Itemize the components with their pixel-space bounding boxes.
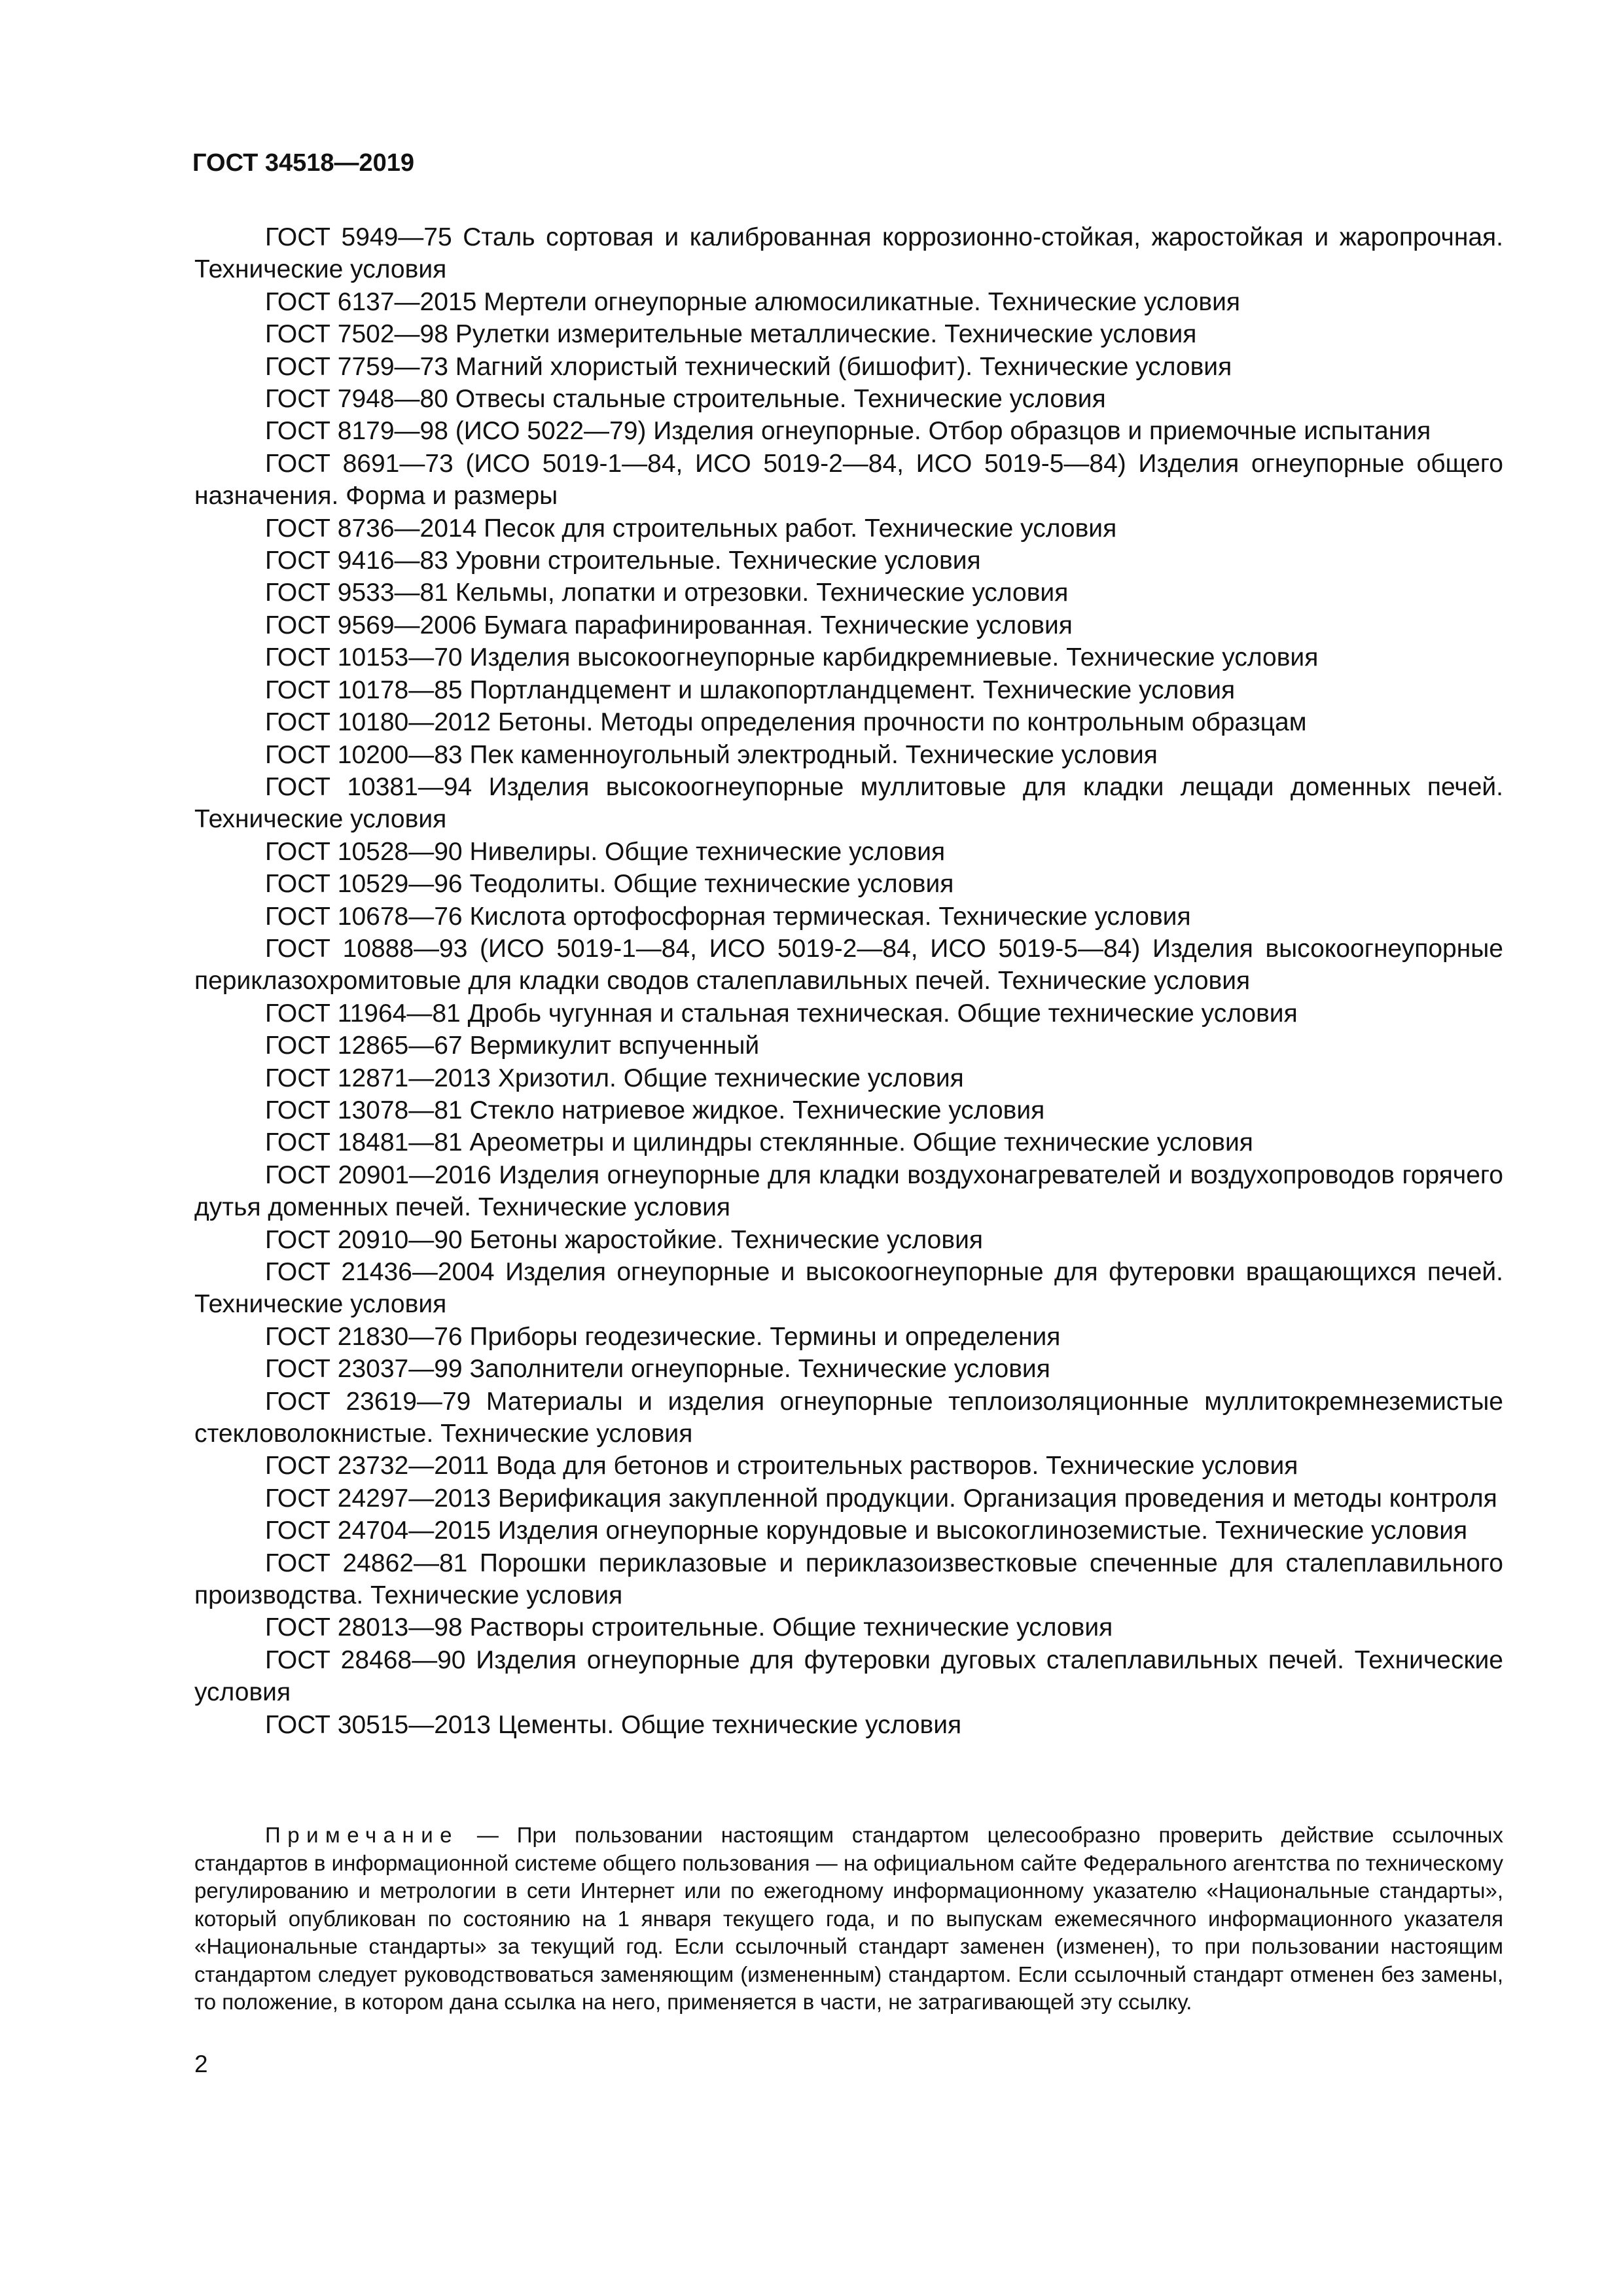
reference-item bbox=[194, 383, 1503, 415]
reference-item bbox=[194, 1062, 1503, 1094]
reference-title: Вода для бетонов и строительных растворов. Технические условия bbox=[495, 1452, 1298, 1480]
reference-code: ГОСТ 12871—2013 bbox=[265, 1064, 491, 1092]
reference-code: ГОСТ 18481—81 bbox=[265, 1128, 463, 1157]
reference-title: Нивелиры. Общие технические условия bbox=[469, 837, 946, 866]
reference-item bbox=[194, 1450, 1503, 1482]
reference-title: Мертели огнеупорные алюмосиликатные. Технические условия bbox=[484, 287, 1240, 316]
reference-code: ГОСТ 9533—81 bbox=[265, 579, 448, 607]
reference-title: Растворы строительные. Общие технические условия bbox=[469, 1613, 1113, 1642]
reference-code: ГОСТ 23732—2011 bbox=[265, 1452, 490, 1480]
reference-item bbox=[194, 609, 1503, 641]
reference-item bbox=[194, 1256, 1503, 1321]
reference-item bbox=[194, 545, 1503, 577]
reference-item bbox=[194, 1547, 1503, 1612]
reference-code: ГОСТ 23619—79 bbox=[265, 1387, 471, 1416]
reference-title: Изделия огнеупорные для кладки воздухонагревателей и воздухопроводов горячего дутья доменных печей. Технические условия bbox=[194, 1160, 1503, 1222]
reference-code: ГОСТ 6137—2015 bbox=[265, 287, 477, 316]
reference-title: Ареометры и цилиндры стеклянные. Общие технические условия bbox=[469, 1128, 1253, 1157]
reference-item bbox=[194, 1159, 1503, 1224]
reference-code: ГОСТ 8736—2014 bbox=[265, 514, 477, 543]
reference-code: ГОСТ 8179—98 (ИСО 5022—79) bbox=[265, 417, 647, 446]
reference-title: Пек каменноугольный электродный. Технические условия bbox=[469, 740, 1158, 769]
note-label: Примечание bbox=[265, 1823, 459, 1847]
reference-title: Изделия высокоогнеупорные муллитовые для кладки лещади доменных печей. Технические условия bbox=[194, 772, 1504, 834]
reference-item bbox=[194, 997, 1503, 1030]
reference-code: ГОСТ 21830—76 bbox=[265, 1322, 463, 1351]
reference-title: Изделия огнеупорные общего назначения. Форма и размеры bbox=[194, 449, 1503, 511]
reference-code: ГОСТ 9416—83 bbox=[265, 547, 448, 575]
reference-code: ГОСТ 24704—2015 bbox=[265, 1516, 491, 1545]
reference-title: Бетоны жаростойкие. Технические условия bbox=[469, 1225, 983, 1254]
note-text: — При пользовании настоящим стандартом целесообразно проверить действие ссылочных стандартов в информационной системе общего пользования — на официальном сайте Федерального агентства по техническому регулированию и метрологии в сети Интернет или по ежегодному информационному указателю «Национальные стандарты», который опубликован по состоянию на 1 января текущего года, и по выпускам ежемесячного информационного указателя «Национальные стандарты» за текущий год. Если ссылочный стандарт заменен (изменен), то при пользовании настоящим стандартом следует руководствоваться заменяющим (измененным) стандартом. Если ссылочный стандарт отменен без замены, то положение, в котором дана ссылка на него, применяется в части, не затрагивающей эту ссылку. bbox=[194, 1823, 1503, 2014]
reference-code: ГОСТ 30515—2013 bbox=[265, 1710, 491, 1739]
reference-title: Стекло натриевое жидкое. Технические условия bbox=[469, 1096, 1045, 1124]
reference-item bbox=[194, 1611, 1503, 1643]
reference-item bbox=[194, 868, 1503, 900]
reference-code: ГОСТ 10678—76 bbox=[265, 902, 463, 931]
reference-code: ГОСТ 21436—2004 bbox=[265, 1258, 495, 1286]
reference-item bbox=[194, 901, 1503, 933]
reference-code: ГОСТ 20910—90 bbox=[265, 1225, 463, 1254]
reference-title: Песок для строительных работ. Технические условия bbox=[484, 514, 1117, 543]
reference-code: ГОСТ 7948—80 bbox=[265, 385, 448, 414]
reference-item bbox=[194, 1321, 1503, 1353]
reference-code: ГОСТ 28013—98 bbox=[265, 1613, 463, 1642]
reference-item bbox=[194, 448, 1503, 512]
reference-title: Изделия высокоогнеупорные периклазохромитовые для кладки сводов сталеплавильных печей. Технические условия bbox=[194, 934, 1503, 996]
reference-code: ГОСТ 10888—93 (ИСО 5019-1—84, ИСО 5019-2—84, ИСО 5019-5—84) bbox=[265, 934, 1141, 963]
reference-title: Уровни строительные. Технические условия bbox=[455, 547, 981, 575]
reference-title: Сталь сортовая и калиброванная коррозионно-стойкая, жаростойкая и жаропрочная. Технические условия bbox=[194, 223, 1504, 284]
reference-item bbox=[194, 1386, 1503, 1450]
reference-code: ГОСТ 10200—83 bbox=[265, 740, 463, 769]
reference-title: Заполнители огнеупорные. Технические условия bbox=[469, 1355, 1050, 1384]
reference-code: ГОСТ 10180—2012 bbox=[265, 708, 491, 737]
reference-item bbox=[194, 836, 1503, 868]
reference-item bbox=[194, 1644, 1503, 1709]
reference-title: Изделия высокоогнеупорные карбидкремниевые. Технические условия bbox=[469, 643, 1319, 672]
reference-title: Изделия огнеупорные для футеровки дуговых сталеплавильных печей. Технические условия bbox=[194, 1645, 1504, 1707]
reference-item bbox=[194, 512, 1503, 545]
reference-item bbox=[194, 1224, 1503, 1256]
reference-title: Бумага парафинированная. Технические условия bbox=[484, 611, 1073, 639]
reference-code: ГОСТ 9569—2006 bbox=[265, 611, 477, 639]
note-paragraph bbox=[194, 1821, 1503, 2017]
reference-item bbox=[194, 641, 1503, 673]
reference-title: Верификация закупленной продукции. Организация проведения и методы контроля bbox=[497, 1484, 1497, 1513]
reference-code: ГОСТ 8691—73 (ИСО 5019-1—84, ИСО 5019-2—84, ИСО 5019-5—84) bbox=[265, 449, 1126, 478]
reference-title: Кислота ортофосфорная термическая. Технические условия bbox=[469, 902, 1191, 931]
reference-code: ГОСТ 24862—81 bbox=[265, 1549, 468, 1577]
reference-title: Рулетки измерительные металлические. Технические условия bbox=[455, 320, 1197, 349]
reference-item bbox=[194, 221, 1503, 286]
reference-code: ГОСТ 7502—98 bbox=[265, 320, 448, 349]
reference-item bbox=[194, 674, 1503, 706]
reference-title: Изделия огнеупорные. Отбор образцов и приемочные испытания bbox=[653, 417, 1431, 446]
reference-item bbox=[194, 577, 1503, 609]
reference-title: Дробь чугунная и стальная техническая. Общие технические условия bbox=[467, 999, 1298, 1028]
reference-code: ГОСТ 11964—81 bbox=[265, 999, 461, 1028]
reference-title: Приборы геодезические. Термины и определения bbox=[469, 1322, 1061, 1351]
reference-item bbox=[194, 286, 1503, 318]
reference-title: Кельмы, лопатки и отрезовки. Технические условия bbox=[455, 579, 1069, 607]
reference-code: ГОСТ 7759—73 bbox=[265, 352, 448, 381]
page-header: ГОСТ 34518—2019 bbox=[192, 149, 415, 177]
reference-title: Материалы и изделия огнеупорные теплоизоляционные муллитокремнеземистые стекловолокнистые. Технические условия bbox=[194, 1387, 1503, 1448]
reference-item bbox=[194, 351, 1503, 383]
reference-code: ГОСТ 13078—81 bbox=[265, 1096, 463, 1124]
reference-title: Вермикулит вспученный bbox=[469, 1031, 760, 1060]
reference-item bbox=[194, 1030, 1503, 1062]
reference-item bbox=[194, 933, 1503, 997]
normative-references-list bbox=[194, 221, 1503, 1741]
reference-code: ГОСТ 28468—90 bbox=[265, 1645, 466, 1674]
reference-item bbox=[194, 318, 1503, 350]
reference-code: ГОСТ 10381—94 bbox=[265, 772, 473, 801]
reference-code: ГОСТ 10178—85 bbox=[265, 675, 463, 704]
reference-title: Магний хлористый технический (бишофит). Технические условия bbox=[455, 352, 1232, 381]
reference-title: Бетоны. Методы определения прочности по контрольным образцам bbox=[497, 708, 1307, 737]
reference-title: Отвесы стальные строительные. Технические условия bbox=[455, 385, 1106, 414]
reference-item bbox=[194, 739, 1503, 771]
reference-item bbox=[194, 415, 1503, 447]
reference-code: ГОСТ 12865—67 bbox=[265, 1031, 463, 1060]
reference-item bbox=[194, 1353, 1503, 1385]
reference-item bbox=[194, 1094, 1503, 1126]
reference-item bbox=[194, 1515, 1503, 1547]
reference-code: ГОСТ 24297—2013 bbox=[265, 1484, 491, 1513]
reference-title: Порошки периклазовые и периклазоизвестковые спеченные для сталеплавильного производства. Технические условия bbox=[194, 1549, 1503, 1610]
reference-title: Цементы. Общие технические условия bbox=[497, 1710, 962, 1739]
reference-item bbox=[194, 1126, 1503, 1158]
reference-item bbox=[194, 1709, 1503, 1741]
reference-code: ГОСТ 10529—96 bbox=[265, 870, 463, 899]
reference-title: Хризотил. Общие технические условия bbox=[497, 1064, 964, 1092]
page-number: 2 bbox=[194, 2051, 208, 2077]
reference-title: Изделия огнеупорные корундовые и высокоглиноземистые. Технические условия bbox=[497, 1516, 1468, 1545]
reference-title: Портландцемент и шлакопортландцемент. Технические условия bbox=[469, 675, 1236, 704]
reference-title: Изделия огнеупорные и высокоогнеупорные для футеровки вращающихся печей. Технические условия bbox=[194, 1258, 1503, 1319]
reference-code: ГОСТ 10153—70 bbox=[265, 643, 463, 672]
reference-code: ГОСТ 20901—2016 bbox=[265, 1160, 491, 1189]
reference-code: ГОСТ 23037—99 bbox=[265, 1355, 463, 1384]
reference-item bbox=[194, 706, 1503, 738]
reference-item bbox=[194, 1482, 1503, 1515]
reference-title: Теодолиты. Общие технические условия bbox=[469, 870, 954, 899]
reference-item bbox=[194, 771, 1503, 836]
reference-code: ГОСТ 5949—75 bbox=[265, 223, 452, 251]
reference-code: ГОСТ 10528—90 bbox=[265, 837, 463, 866]
